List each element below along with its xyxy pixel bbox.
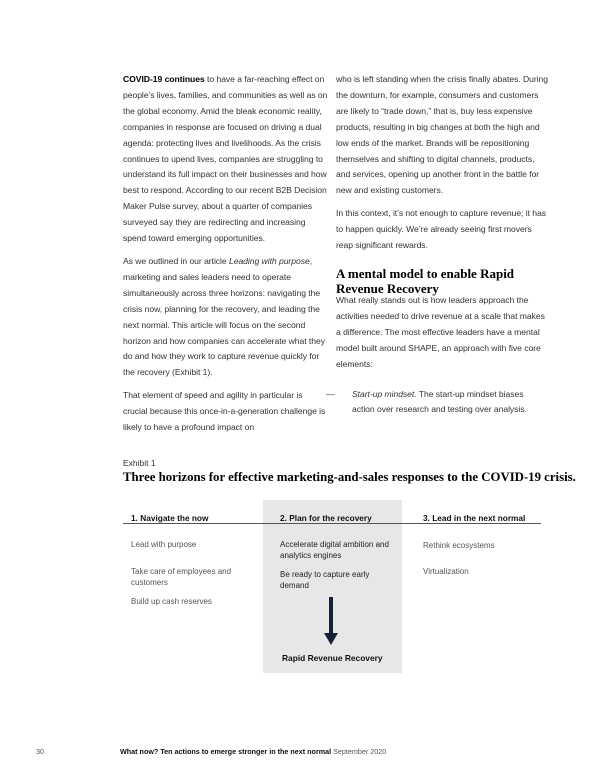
- arrow-shaft: [329, 597, 333, 634]
- column-header-plan: 2. Plan for the recovery: [280, 513, 372, 523]
- list-item: Take care of employees and customers: [131, 567, 232, 587]
- publication-date: September 2020: [333, 747, 387, 756]
- list-item: Virtualization: [423, 567, 469, 576]
- section-heading: A mental model to enable Rapid Revenue Recovery: [336, 266, 515, 296]
- bullet-item: — Start-up mindset. The start-up mindset biases action over research and testing over analysis.: [336, 387, 548, 419]
- bullet-term: Start-up mindset.: [352, 388, 417, 399]
- list-item: Build up cash reserves: [131, 597, 212, 606]
- page-number: 30: [36, 747, 44, 756]
- article-link[interactable]: Leading with purpose: [228, 255, 310, 266]
- context-paragraph: In this context, it’s not enough to capture revenue; it has to happen quickly. We’re already seeing first movers reap significant rewards.: [336, 208, 546, 251]
- horizons-paragraph: As we outlined in our article Leading with purpose, marketing and sales leaders need to operate simultaneously across three horizons: navigating the crisis now, planning for the recovery, and leading the next normal. This article will focus on the second horizon and how companies can accelerate what they do and how they work to capture revenue quickly for the recovery (Exhibit 1).: [123, 255, 325, 378]
- table-header-rule: [123, 523, 541, 524]
- left-column: [123, 72, 329, 436]
- downturn-paragraph: who is left standing when the crisis finally abates. During the downturn, for example, consumers and customers are likely to “trade down,” that is, buy less expensive products, resulting in big changes at both the high and low ends of the market. Brands will be repositioning themselves and shifting to digital channels, products, and services, opening up another front in the battle for new and existing customers.: [336, 74, 549, 196]
- list-item: Accelerate digital ambition and analytics engines: [280, 540, 389, 560]
- intro-paragraph: COVID-19 continues to have a far-reaching effect on people’s lives, families, and communities as well as on the global economy. Amid the bleak economic reality, companies in response are focused on driving a dual agenda: protecting lives and livelihoods. As the crisis continues to upend lives, companies are struggling to understand its full impact on their businesses and how best to respond. According to our recent B2B Decision Maker Pulse survey, about a quarter of companies surveyed say they are redirecting and increasing spend toward emerging opportunities.: [123, 74, 328, 244]
- bullet-dash: —: [326, 388, 335, 399]
- publication-title: What now? Ten actions to emerge stronger in the next normal: [120, 747, 332, 756]
- exhibit-title: Three horizons for effective marketing-and-sales responses to the COVID-19 crisis.: [123, 470, 576, 484]
- list-item: Lead with purpose: [131, 540, 197, 549]
- list-item: Be ready to capture early demand: [280, 570, 370, 590]
- exhibit-label: Exhibit 1: [123, 458, 156, 468]
- outcome-label: Rapid Revenue Recovery: [282, 653, 383, 663]
- mental-model-paragraph: What really stands out is how leaders approach the activities needed to drive revenue at a scale that makes a difference. The most effective leaders have a mental model built around SHAPE, an approach with five core elements:: [336, 295, 545, 369]
- column-header-navigate: 1. Navigate the now: [131, 513, 209, 523]
- speed-paragraph: That element of speed and agility in particular is crucial because this once-in-a-generation challenge is likely to have a profound impact on: [123, 390, 326, 433]
- right-column: [336, 72, 548, 254]
- right-column-lower: [326, 293, 548, 418]
- footer-publication: [120, 747, 386, 756]
- list-item: Rethink ecosystems: [423, 541, 495, 550]
- down-arrow-icon: [324, 633, 338, 645]
- column-header-lead: 3. Lead in the next normal: [423, 513, 526, 523]
- intro-lead: COVID-19 continues: [123, 74, 205, 84]
